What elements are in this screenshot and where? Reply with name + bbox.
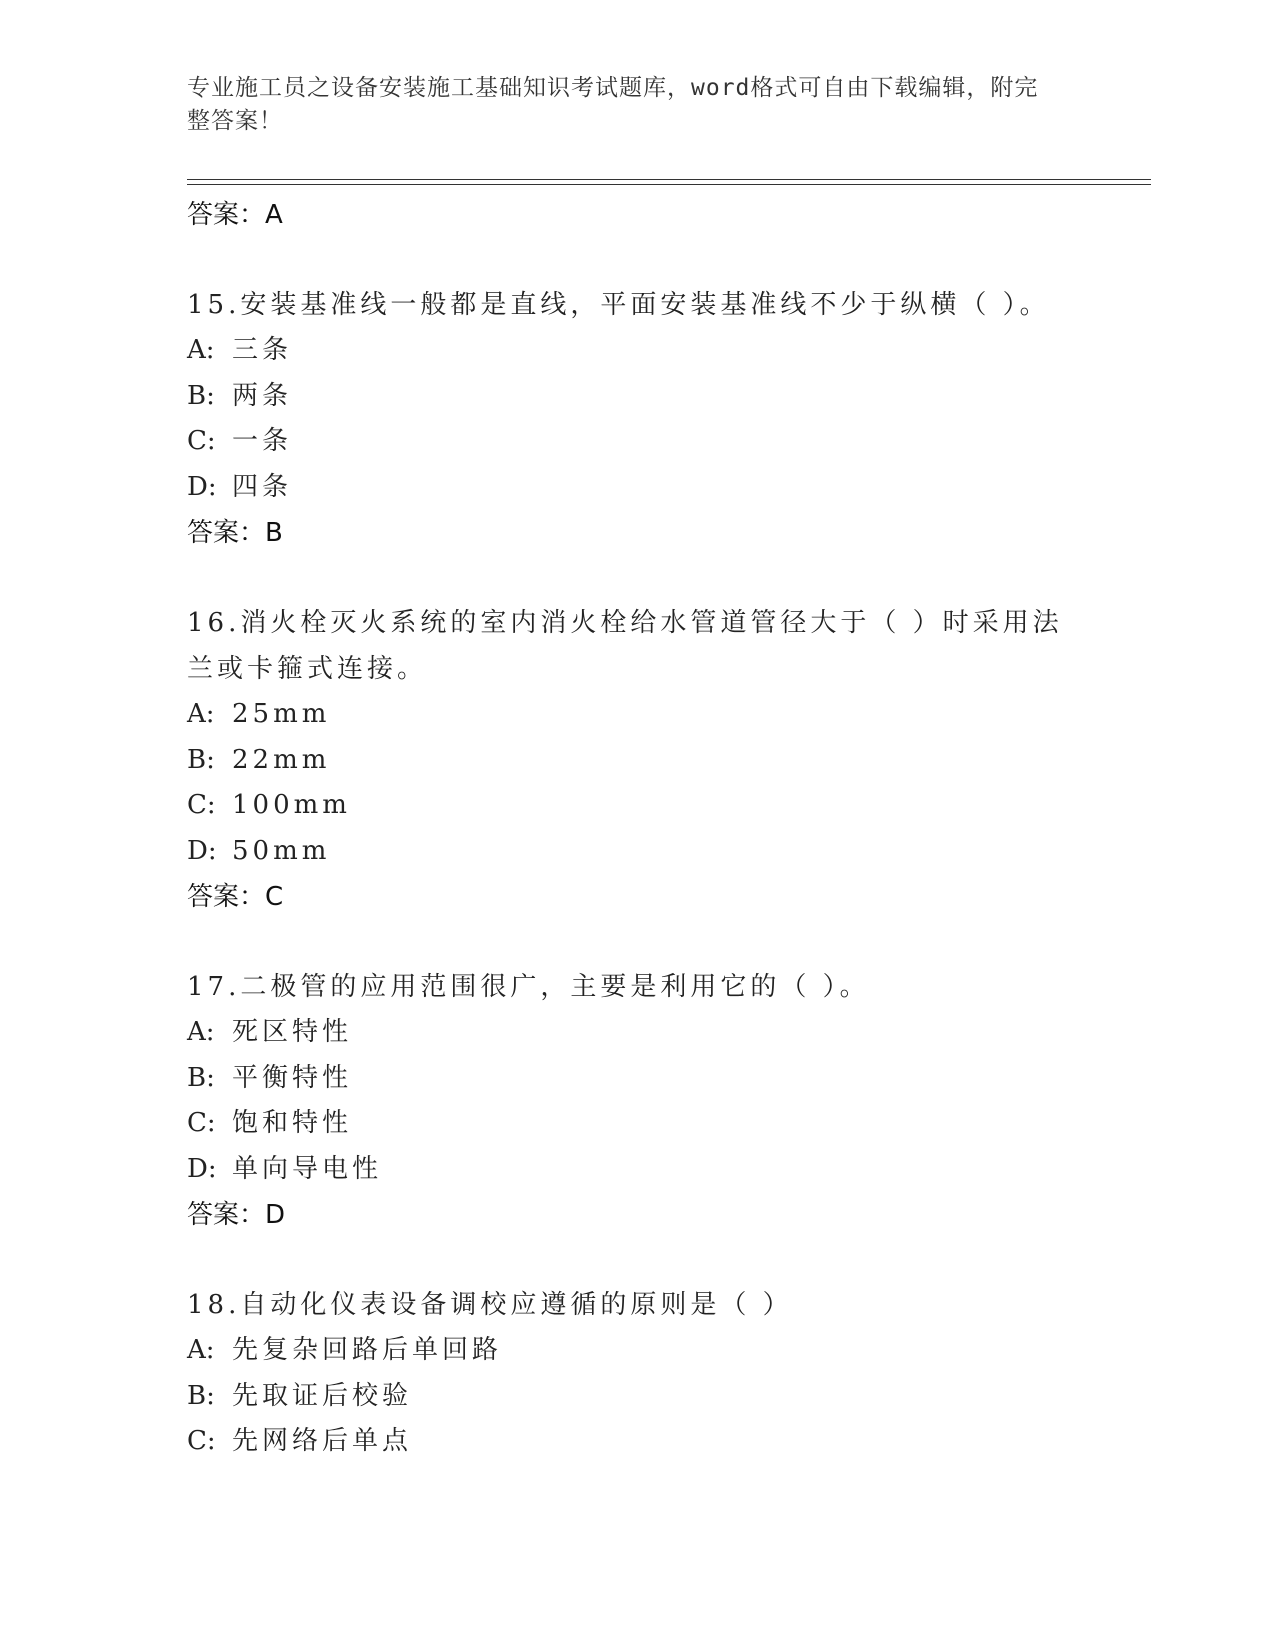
option-text: 四条: [232, 471, 293, 502]
option-a: [187, 692, 1067, 738]
question-text: 15.安装基准线一般都是直线，平面安装基准线不少于纵横（ ）。: [187, 290, 1050, 320]
option-b: [187, 738, 1067, 784]
document-header: [187, 72, 1067, 138]
option-c: [187, 783, 1067, 829]
option-letter: C:: [187, 1108, 216, 1138]
question-text: 16.消火栓灭火系统的室内消火栓给水管道管径大于（ ）时采用法兰或卡箍式连接。: [187, 608, 1063, 684]
option-text: 单向导电性: [232, 1153, 383, 1184]
question-text: 18.自动化仪表设备调校应遵循的原则是（ ）: [187, 1290, 793, 1320]
option-text: 先网络后单点: [232, 1426, 413, 1456]
option-a: [187, 328, 1067, 374]
question-list: [187, 192, 1067, 1465]
option-letter: A:: [187, 1017, 215, 1047]
option-letter: A:: [187, 1335, 215, 1365]
option-letter: D:: [187, 1153, 217, 1184]
option-letter: B:: [187, 744, 215, 775]
option-text: 平衡特性: [232, 1062, 353, 1093]
option-letter: C:: [187, 426, 216, 456]
header-line-2: 整答案！: [187, 108, 283, 134]
option-letter: B:: [187, 1062, 215, 1093]
option-text: 100mm: [232, 790, 351, 820]
question-18: [187, 1282, 1067, 1465]
option-text: 两条: [232, 380, 293, 411]
option-letter: C:: [187, 790, 216, 820]
question-15: [187, 282, 1067, 556]
option-text: 50mm: [232, 835, 331, 866]
option-text: 死区特性: [232, 1017, 353, 1047]
question-text: 17.二极管的应用范围很广，主要是利用它的（ ）。: [187, 972, 870, 1002]
option-text: 一条: [232, 426, 293, 456]
option-b: [187, 1056, 1067, 1102]
header-divider-top: [187, 179, 1151, 180]
option-text: 先复杂回路后单回路: [232, 1335, 503, 1365]
option-d: [187, 1147, 1067, 1193]
option-letter: A:: [187, 335, 215, 365]
option-text: 三条: [232, 335, 293, 365]
option-a: [187, 1328, 1067, 1374]
option-letter: B:: [187, 380, 215, 411]
option-a: [187, 1010, 1067, 1056]
option-text: 25mm: [232, 699, 331, 729]
answer-line: 答案：D: [187, 1200, 286, 1230]
option-text: 22mm: [232, 744, 331, 775]
option-d: [187, 829, 1067, 875]
answer-line: 答案：C: [187, 882, 284, 912]
option-letter: D:: [187, 835, 217, 866]
option-d: [187, 465, 1067, 511]
option-c: [187, 1101, 1067, 1147]
question-17: [187, 964, 1067, 1238]
option-letter: B:: [187, 1380, 215, 1411]
option-c: [187, 419, 1067, 465]
answer-line: 答案：A: [187, 200, 283, 230]
option-letter: A:: [187, 699, 215, 729]
option-b: [187, 374, 1067, 420]
option-letter: C:: [187, 1426, 216, 1456]
option-text: 先取证后校验: [232, 1380, 413, 1411]
answer-line: 答案：B: [187, 518, 283, 548]
header-line-1: 专业施工员之设备安装施工基础知识考试题库，word格式可自由下载编辑，附完: [187, 75, 1039, 101]
option-c: [187, 1419, 1067, 1465]
header-divider-bottom: [187, 184, 1151, 185]
option-text: 饱和特性: [232, 1108, 353, 1138]
option-b: [187, 1374, 1067, 1420]
option-letter: D:: [187, 471, 217, 502]
question-16: [187, 600, 1067, 920]
